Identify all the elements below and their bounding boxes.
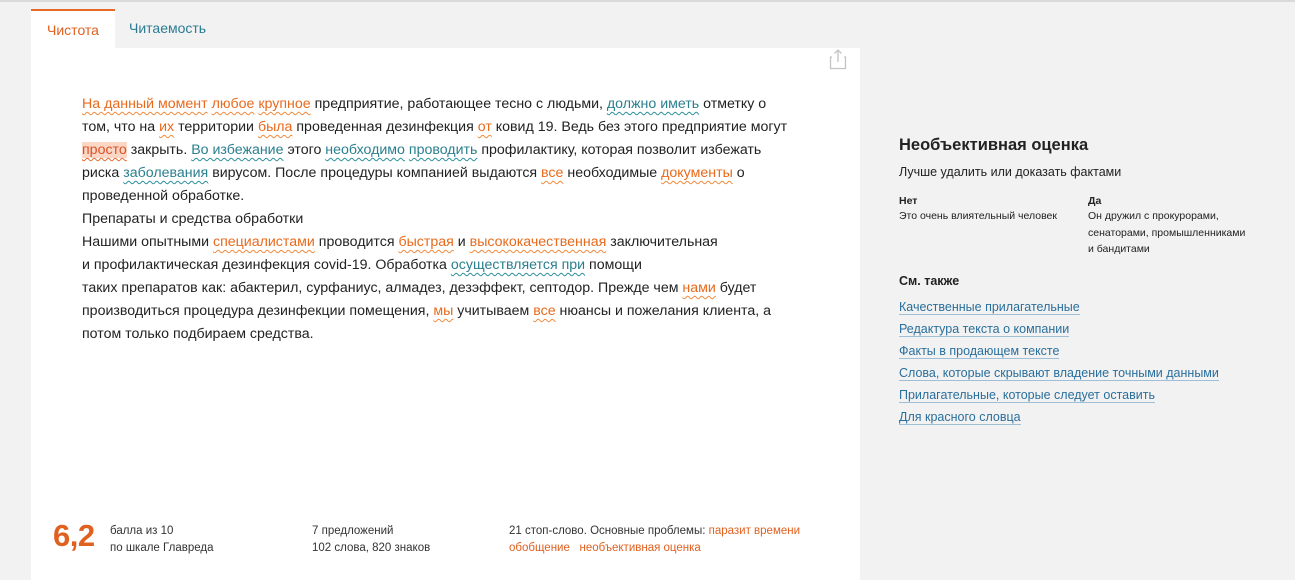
text-line bbox=[82, 277, 802, 300]
share-icon[interactable] bbox=[829, 48, 847, 70]
see-also-link[interactable]: Качественные прилагательные bbox=[899, 300, 1080, 314]
flagged-word[interactable]: заболевания bbox=[123, 165, 209, 181]
flagged-word[interactable]: должно иметь bbox=[606, 96, 700, 112]
text-fragment: помощи bbox=[585, 257, 642, 273]
example-yes-line: и бандитами bbox=[1088, 243, 1150, 255]
score-caption bbox=[110, 523, 213, 556]
text-fragment: этого bbox=[283, 142, 326, 158]
text-fragment: закрыть. bbox=[126, 142, 192, 158]
text-line bbox=[82, 185, 802, 208]
see-also-title: См. также bbox=[899, 274, 960, 288]
text-fragment: том, что на bbox=[82, 119, 160, 135]
text-fragment: профилактику, которая позволит избежать bbox=[477, 142, 762, 158]
flagged-word[interactable]: мы bbox=[433, 303, 454, 319]
flagged-word[interactable]: документы bbox=[661, 165, 733, 181]
problems-summary bbox=[509, 523, 819, 556]
text-line bbox=[82, 116, 802, 139]
tab-readability[interactable]: Читаемость bbox=[129, 20, 207, 36]
problem-link-generalization[interactable]: обобщение bbox=[509, 541, 570, 554]
flagged-word[interactable]: любое bbox=[211, 96, 255, 112]
example-yes-line: сенаторами, промышленниками bbox=[1088, 226, 1246, 239]
see-also-link[interactable]: Для красного словца bbox=[899, 410, 1021, 424]
example-no-label: Нет bbox=[899, 195, 918, 207]
flagged-word[interactable]: все bbox=[541, 165, 564, 181]
hint-subtitle: Лучше удалить или доказать фактами bbox=[899, 165, 1122, 179]
text-fragment: и bbox=[453, 234, 470, 250]
sentences-count: 7 предложений bbox=[312, 525, 394, 537]
top-divider bbox=[0, 0, 1295, 2]
flagged-word[interactable]: просто bbox=[82, 142, 127, 158]
text-line bbox=[82, 254, 802, 277]
see-also-link[interactable]: Слова, которые скрывают владение точными данными bbox=[899, 366, 1219, 380]
problem-link-parasite[interactable]: паразит времени bbox=[708, 525, 801, 537]
hint-title: Необъективная оценка bbox=[899, 136, 1089, 154]
score-caption-line1: балла из 10 bbox=[110, 525, 174, 537]
flagged-word[interactable]: быстрая bbox=[398, 234, 454, 250]
text-fragment: проведенной обработке. bbox=[82, 188, 245, 204]
text-line bbox=[82, 139, 802, 162]
text-fragment: территории bbox=[174, 119, 258, 135]
score-value: 6,2 bbox=[53, 518, 95, 553]
text-fragment: вирусом. После процедуры компанией выдаются bbox=[208, 165, 542, 181]
text-editor[interactable] bbox=[31, 48, 860, 580]
flagged-word[interactable]: их bbox=[159, 119, 175, 135]
flagged-word[interactable]: от bbox=[477, 119, 492, 135]
example-yes-line: Он дружил с прокурорами, bbox=[1088, 210, 1219, 222]
text-line bbox=[82, 323, 802, 346]
score-caption-line2: по шкале Главреда bbox=[110, 541, 214, 554]
text-fragment: потом только подбираем средства. bbox=[82, 326, 314, 342]
stopwords-summary: 21 стоп-слово. Основные проблемы: bbox=[509, 525, 706, 537]
text-fragment: нюансы и пожелания клиента, а bbox=[555, 303, 772, 319]
text-fragment: необходимые bbox=[563, 165, 662, 181]
flagged-word[interactable]: Во избежание bbox=[191, 142, 284, 158]
text-line bbox=[82, 208, 802, 231]
text-fragment: учитываем bbox=[453, 303, 534, 319]
example-yes-text bbox=[1088, 208, 1245, 258]
flagged-word[interactable]: крупное bbox=[258, 96, 311, 112]
text-fragment: таких препаратов как: абактерил, сурфаниус, алмадез, дезэффект, септодор. Прежде чем bbox=[82, 280, 683, 296]
text-line bbox=[82, 300, 802, 323]
text-stats bbox=[312, 523, 430, 556]
text-fragment: проведенная дезинфекция bbox=[292, 119, 478, 135]
text-fragment: отметку о bbox=[699, 96, 767, 112]
text-fragment: и профилактическая дезинфекция covid-19. Обработка bbox=[82, 257, 451, 273]
text-fragment: о bbox=[732, 165, 745, 181]
text-line bbox=[82, 162, 802, 185]
example-no-text: Это очень влиятельный человек bbox=[899, 210, 1057, 222]
example-yes-label: Да bbox=[1088, 195, 1102, 207]
text-line bbox=[82, 231, 802, 254]
flagged-word[interactable]: нами bbox=[682, 280, 716, 296]
text-fragment: Нашими опытными bbox=[82, 234, 213, 250]
flagged-word[interactable]: На данный момент bbox=[82, 96, 208, 112]
tab-purity[interactable]: Чистота bbox=[31, 9, 115, 48]
analyzed-text[interactable] bbox=[82, 93, 802, 346]
text-fragment: заключительная bbox=[606, 234, 718, 250]
flagged-word[interactable]: высококачественная bbox=[469, 234, 607, 250]
flagged-word[interactable]: необходимо bbox=[325, 142, 405, 158]
see-also-link[interactable]: Факты в продающем тексте bbox=[899, 344, 1060, 358]
see-also-link[interactable]: Редактура текста о компании bbox=[899, 322, 1070, 336]
text-fragment: Препараты и средства обработки bbox=[82, 211, 304, 227]
flagged-word[interactable]: осуществляется при bbox=[450, 257, 586, 273]
flagged-word[interactable]: все bbox=[533, 303, 556, 319]
text-fragment: будет bbox=[715, 280, 757, 296]
problem-link-biased-assessment[interactable]: необъективная оценка bbox=[579, 541, 701, 554]
text-line bbox=[82, 93, 802, 116]
flagged-word[interactable]: проводить bbox=[408, 142, 478, 158]
text-fragment: предприятие, работающее тесно с людьми, bbox=[310, 96, 607, 112]
flagged-word[interactable]: специалистами bbox=[213, 234, 315, 250]
flagged-word[interactable]: была bbox=[257, 119, 293, 135]
see-also-link[interactable]: Прилагательные, которые следует оставить bbox=[899, 388, 1155, 402]
text-fragment: проводится bbox=[314, 234, 399, 250]
see-also-list bbox=[899, 296, 1219, 428]
text-fragment: ковид 19. Ведь без этого предприятие могут bbox=[491, 119, 788, 135]
text-fragment: риска bbox=[82, 165, 124, 181]
text-fragment: производиться процедура дезинфекции помещения, bbox=[82, 303, 434, 319]
words-count: 102 слова, 820 знаков bbox=[312, 541, 431, 554]
